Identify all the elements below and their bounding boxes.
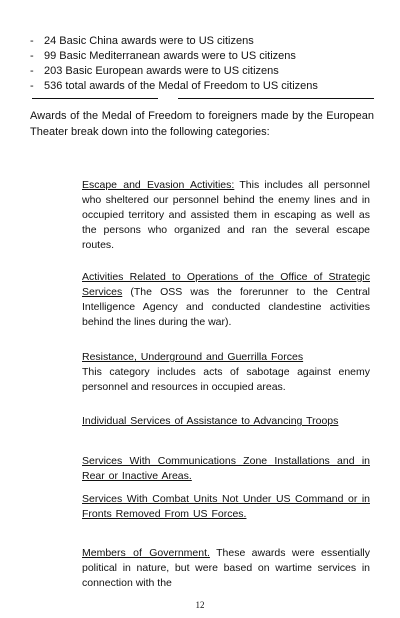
intro-paragraph: Awards of the Medal of Freedom to foreigners made by the European Theater break down into the following categories: [30, 110, 374, 138]
category-body: This category includes acts of sabotage against enemy personnel and resources in occupied areas. [82, 366, 370, 393]
bullet-dash: - [30, 65, 34, 77]
category-assistance-troops [82, 414, 370, 429]
bullet-text: 536 total awards of the Medal of Freedom to US citizens [44, 80, 318, 92]
category-heading: Activities Related to Operations of the Office of Strategic Services [82, 271, 370, 298]
bullet-dash: - [30, 80, 34, 92]
category-body: These awards were essentially political in nature, but were based on wartime services in connection with the [82, 547, 371, 589]
category-oss-operations [82, 270, 370, 330]
category-heading: Individual Services of Assistance to Advancing Troops [82, 415, 339, 427]
bullet-dash: - [30, 35, 34, 47]
bullet-text: 99 Basic Mediterranean awards were to US citizens [44, 50, 296, 62]
category-combat-units [82, 492, 370, 522]
category-government-members [82, 546, 370, 591]
category-heading: Services With Combat Units Not Under US Command or in Fronts Removed From US Forces. [82, 493, 370, 520]
category-heading: Escape and Evasion Activities: [82, 179, 235, 191]
bullet-text: 24 Basic China awards were to US citizens [44, 35, 254, 47]
page-number: 12 [195, 600, 205, 610]
separator-rule-left [32, 98, 158, 99]
bullet-item [30, 79, 380, 94]
category-body: This includes all personnel who sheltered our personnel behind the enemy lines and in occupied territory and assisted them in escaping as well as the persons who organized and ran the several escape routes. [82, 179, 370, 251]
category-heading: Resistance, Underground and Guerrilla Forces [82, 351, 304, 363]
bullet-item [30, 49, 380, 64]
category-body: (The OSS was the forerunner to the Central Intelligence Agency and conducted clandestine activities behind the lines during the war). [82, 286, 370, 328]
category-resistance [82, 350, 370, 395]
bullet-dash: - [30, 50, 34, 62]
category-heading: Services With Communications Zone Installations and in Rear or Inactive Areas. [82, 455, 370, 482]
bullet-list [30, 34, 380, 94]
category-communications-zone [82, 454, 370, 484]
bullet-item [30, 64, 380, 79]
bullet-text: 203 Basic European awards were to US citizens [44, 65, 279, 77]
category-heading: Members of Government. [82, 547, 210, 559]
category-escape-evasion [82, 178, 370, 253]
bullet-item [30, 34, 380, 49]
separator-rule-right [178, 98, 374, 99]
